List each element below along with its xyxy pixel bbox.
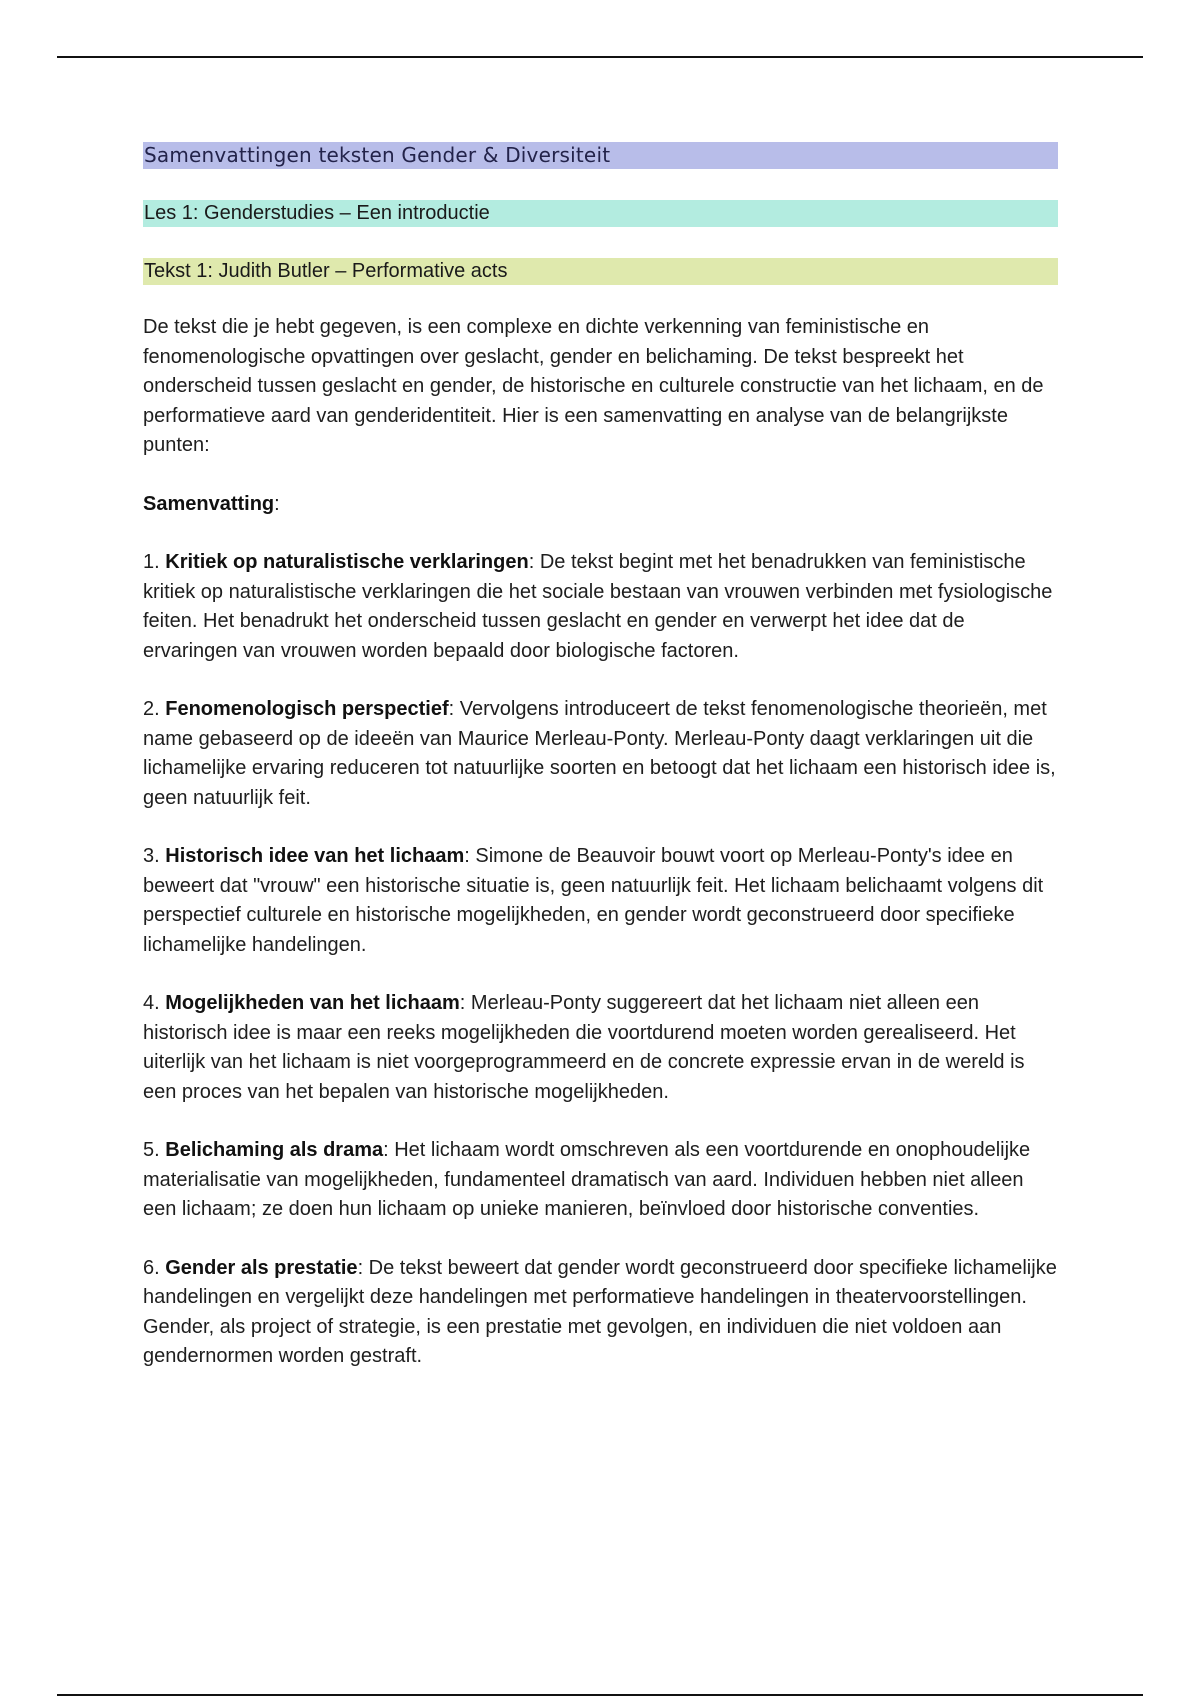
item-text: : Vervolgens introduceert de tekst fenomenologische theorieën, met name gebaseerd op de ideeën van Maurice Merleau-Ponty. Merleau-Ponty daagt verklaringen uit die lichamelijke ervaring reduceren tot natuurlijke soorten en betoogt dat het lichaam een historisch idee is, geen natuurlijk feit. [143,698,1056,809]
document-body [143,142,1058,1372]
item-number: 5. [143,1139,166,1161]
item-number: 2. [143,698,166,720]
summary-label [143,490,1058,520]
item-title: Fenomenologisch perspectief [165,698,449,720]
header-rule [57,56,1143,58]
summary-label-colon: : [274,492,280,515]
summary-item-6 [143,1254,1058,1372]
item-title: Historisch idee van het lichaam [165,845,465,867]
document-title: Samenvattingen teksten Gender & Diversiteit [143,142,1058,169]
item-text: : Simone de Beauvoir bouwt voort op Merleau-Ponty's idee en beweert dat "vrouw" een historische situatie is, geen natuurlijk feit. Het lichaam belichaamt volgens dit perspectief culturele en historische mogelijkheden, en gender wordt geconstrueerd door specifieke lichamelijke handelingen. [143,845,1044,956]
item-title: Belichaming als drama [165,1139,384,1161]
item-text: : De tekst beweert dat gender wordt geconstrueerd door specifieke lichamelijke handelingen en vergelijkt deze handelingen met performatieve handelingen in theatervoorstellingen. Gender, als project of strategie, is een prestatie met gevolgen, en individuen die niet voldoen aan gendernormen worden gestraft. [143,1256,1057,1367]
summary-item-3 [143,842,1058,960]
item-title: Gender als prestatie [165,1256,358,1279]
item-text: : De tekst begint met het benadrukken van feministische kritiek op naturalistische verklaringen die het sociale bestaan van vrouwen verbinden met fysiologische feiten. Het benadrukt het onderscheid tussen geslacht en gender en verwerpt het idee dat de ervaringen van vrouwen worden bepaald door biologische factoren. [143,551,1053,662]
summary-item-2 [143,695,1058,813]
item-text: : Merleau-Ponty suggereert dat het lichaam niet alleen een historisch idee is maar een reeks mogelijkheden die voortdurend moeten worden gerealiseerd. Het uiterlijk van het lichaam is niet voorgeprogrammeerd en de concrete expressie ervan in de wereld is een proces van het bepalen van historische mogelijkheden. [143,992,1025,1103]
summary-item-1 [143,548,1058,666]
intro-paragraph: De tekst die je hebt gegeven, is een complexe en dichte verkenning van feministische en fenomenologische opvattingen over geslacht, gender en belichaming. De tekst bespreekt het onderscheid tussen geslacht en gender, de historische en culturele constructie van het lichaam, en de performatieve aard van genderidentiteit. Hier is een samenvatting en analyse van de belangrijkste punten: [143,316,1044,456]
summary-label-text: Samenvatting [143,492,275,515]
item-title: Kritiek op naturalistische verklaringen [165,551,529,573]
item-number: 1. [143,551,166,573]
item-title: Mogelijkheden van het lichaam [165,992,460,1014]
item-number: 3. [143,845,166,867]
item-text: : Het lichaam wordt omschreven als een voortdurende en onophoudelijke materialisatie van mogelijkheden, fundamenteel dramatisch van aard. Individuen hebben niet alleen een lichaam; ze doen hun lichaam op unieke manieren, beïnvloed door historische conventies. [143,1139,1031,1220]
footer-rule [57,1694,1143,1696]
lesson-heading: Les 1: Genderstudies – Een introductie [143,200,1058,227]
text-heading: Tekst 1: Judith Butler – Performative acts [143,258,1058,285]
item-number: 4. [143,992,166,1014]
summary-item-4 [143,989,1058,1107]
item-number: 6. [143,1256,166,1279]
summary-item-5 [143,1136,1058,1225]
